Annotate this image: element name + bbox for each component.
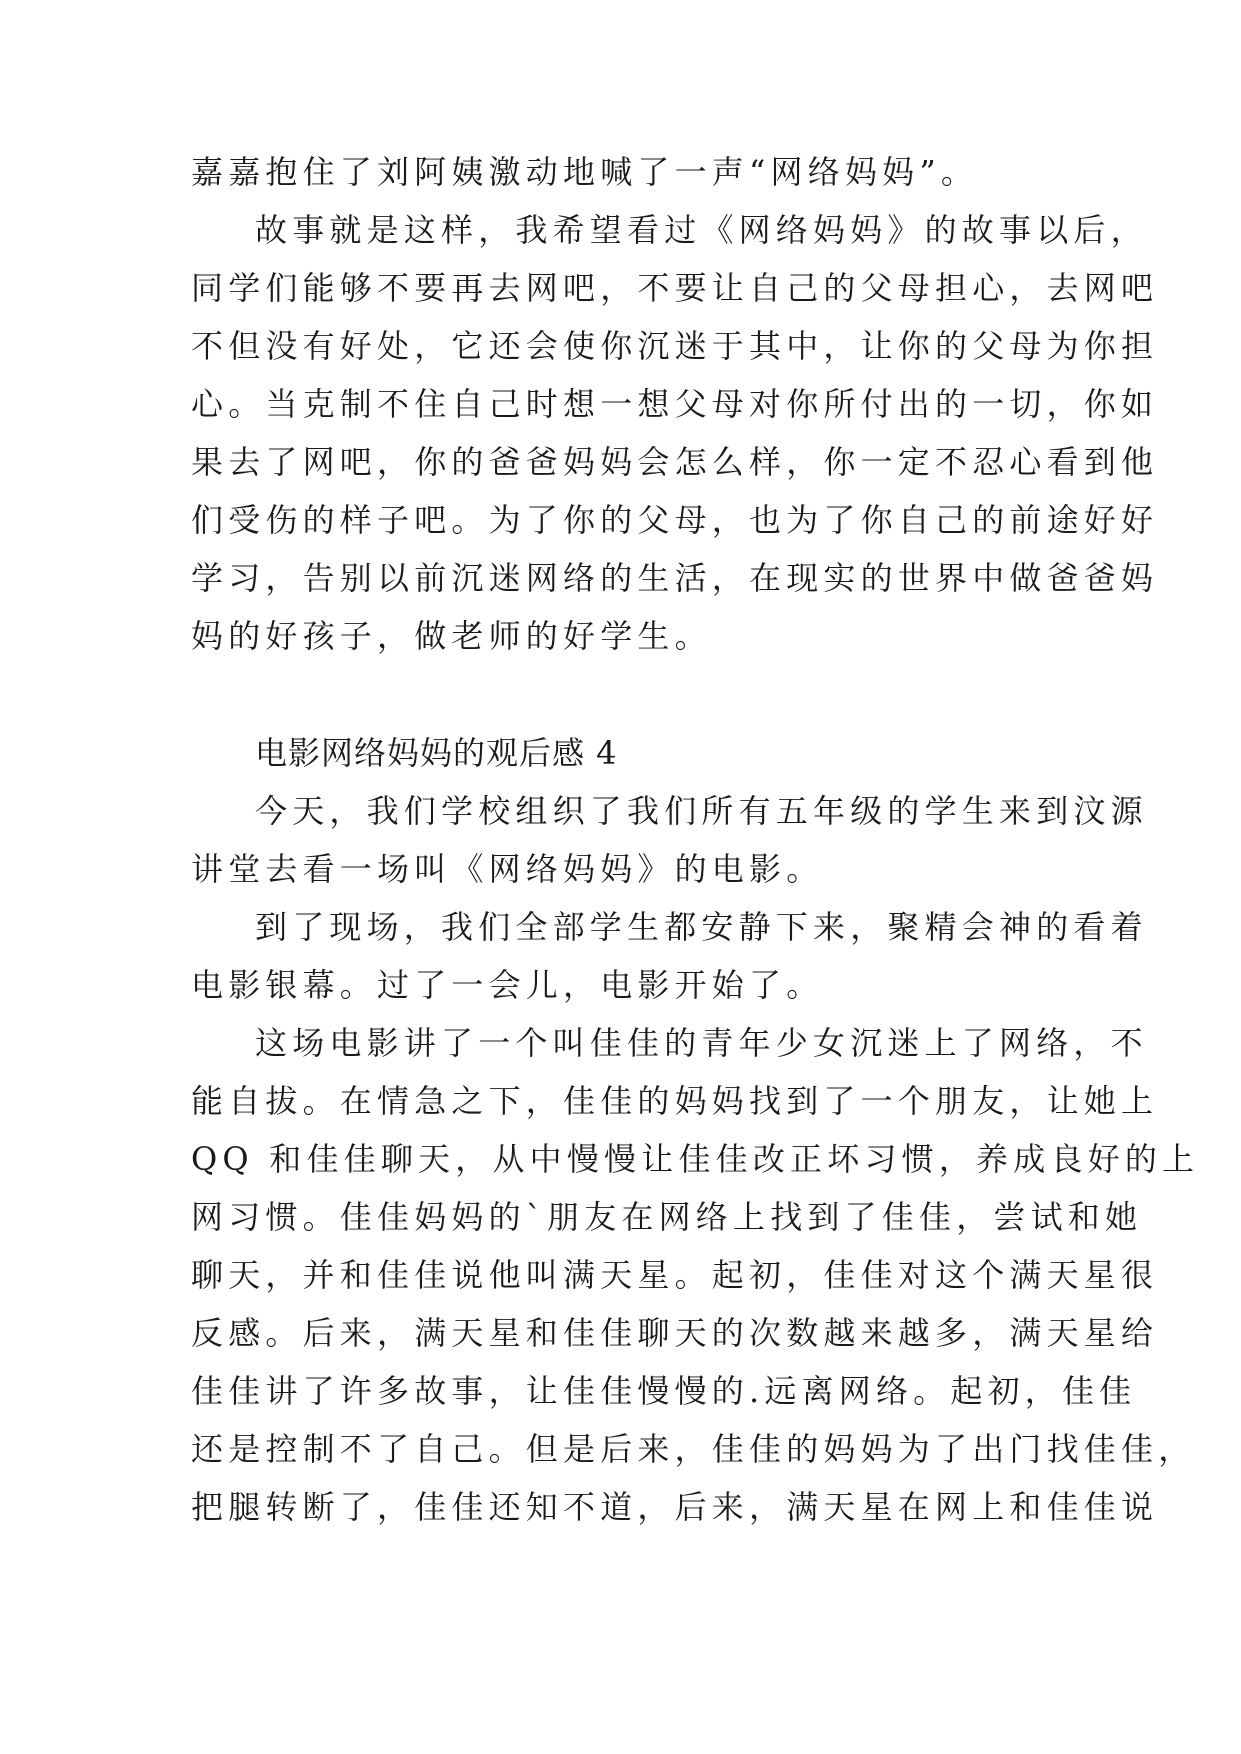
body-line: 讲堂去看一场叫《网络妈妈》的电影。 [191, 850, 824, 888]
body-line: 不但没有好处，它还会使你沉迷于其中，让你的父母为你担 [191, 327, 1159, 365]
body-line: 聊天，并和佳佳说他叫满天星。起初，佳佳对这个满天星很 [191, 1256, 1159, 1294]
paragraph-first-line: 故事就是这样，我希望看过《网络妈妈》的故事以后， [255, 211, 1148, 249]
paragraph-first-line: 这场电影讲了一个叫佳佳的青年少女沉迷上了网络，不 [255, 1024, 1148, 1062]
paragraph-first-line: 到了现场，我们全部学生都安静下来，聚精会神的看着 [255, 908, 1148, 946]
body-line: 还是控制不了自己。但是后来，佳佳的妈妈为了出门找佳佳， [191, 1430, 1196, 1468]
body-line: 果去了网吧，你的爸爸妈妈会怎么样，你一定不忍心看到他 [191, 443, 1159, 481]
paragraph-first-line: 今天，我们学校组织了我们所有五年级的学生来到汶源 [255, 792, 1148, 830]
body-line: 心。当克制不住自己时想一想父母对你所付出的一切，你如 [191, 385, 1159, 423]
body-line: QQ 和佳佳聊天，从中慢慢让佳佳改正坏习惯，养成良好的上 [191, 1140, 1200, 1178]
body-line: 把腿转断了，佳佳还知不道，后来，满天星在网上和佳佳说 [191, 1488, 1159, 1526]
body-line: 能自拔。在情急之下，佳佳的妈妈找到了一个朋友，让她上 [191, 1082, 1159, 1120]
body-line: 妈的好孩子，做老师的好学生。 [191, 617, 712, 655]
body-line: 网习惯。佳佳妈妈的`朋友在网络上找到了佳佳，尝试和她 [191, 1198, 1143, 1236]
body-line: 佳佳讲了许多故事，让佳佳慢慢的.远离网络。起初，佳佳 [191, 1372, 1137, 1410]
body-line: 学习，告别以前沉迷网络的生活，在现实的世界中做爸爸妈 [191, 559, 1159, 597]
body-line: 们受伤的样子吧。为了你的父母，也为了你自己的前途好好 [191, 501, 1159, 539]
body-line: 同学们能够不要再去网吧，不要让自己的父母担心，去网吧 [191, 269, 1159, 307]
body-line: 嘉嘉抱住了刘阿姨激动地喊了一声“网络妈妈”。 [191, 153, 979, 191]
section-heading: 电影网络妈妈的观后感 4 [255, 734, 618, 772]
body-line: 反感。后来，满天星和佳佳聊天的次数越来越多，满天星给 [191, 1314, 1159, 1352]
body-line: 电影银幕。过了一会儿，电影开始了。 [191, 966, 824, 1004]
